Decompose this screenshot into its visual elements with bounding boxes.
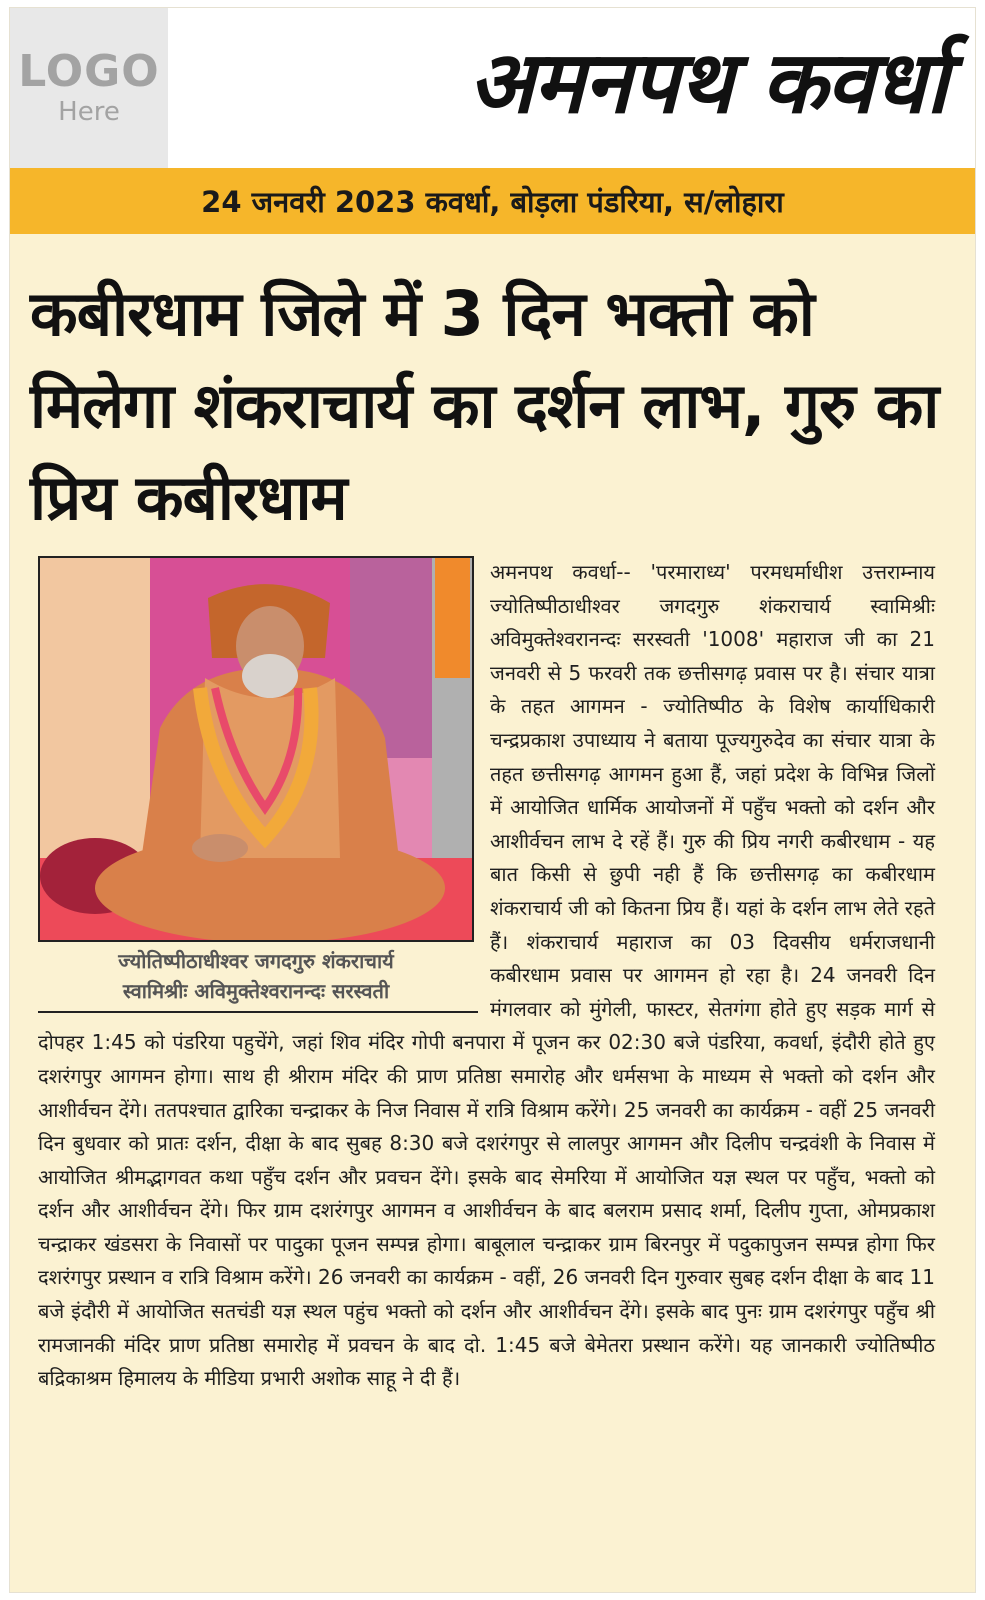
masthead	[10, 8, 975, 168]
orange-cloth	[435, 558, 470, 678]
dateline: 24 जनवरी 2023 कवर्धा, बोड़ला पंडरिया, स/लोहारा	[201, 184, 784, 219]
caption-divider	[38, 1011, 478, 1013]
article-body-text: अमनपथ कवर्धा-- 'परमाराध्य' परमधर्माधीश उत्तराम्नाय ज्योतिष्पीठाधीश्वर जगदगुरु शंकराचार्य स्वामिश्रीः अविमुक्तेश्वरानन्दः सरस्वती '1008' महाराज जी का 21 जनवरी से 5 फरवरी तक छत्तीसगढ़ प्रवास पर है। संचार यात्रा के तहत आगमन - ज्योतिष्पीठ के विशेष कार्याधिकारी चन्द्रप्रकाश उपाध्याय ने बताया पूज्यगुरुदेव का संचार यात्रा के तहत छत्तीसगढ़ आगमन हुआ हैं, जहां प्रदेश के विभिन्न जिलों में आयोजित धार्मिक आयोजनों में पहुँच भक्तो को दर्शन और आशीर्वचन लाभ दे रहें हैं। गुरु की प्रिय नगरी कबीरधाम - यह बात किसी से छुपी नही हैं कि छत्तीसगढ़ का कबीरधाम शंकराचार्य जी को कितना प्रिय हैं। यहां के दर्शन लाभ लेते रहते हैं। शंकराचार्य महाराज का 03 दिवसीय धर्मराजधानी कबीरधाम प्रवास पर आगमन हो रहा है। 24 जनवरी दिन मंगलवार को मुंगेली, फास्टर, सेतगंगा होते हुए सड़क मार्ग से दोपहर 1:45 को पंडरिया पहुचेंगे, जहां शिव मंदिर गोपी बनपारा में पूजन कर 02:30 बजे पंडरिया, कवर्धा, इंदौरी होते हुए दशरंगपुर आगमन होगा। साथ ही श्रीराम मंदिर की प्राण प्रतिष्ठा समारोह और धर्मसभा के माध्यम से भक्तो को दर्शन और आशीर्वचन देंगे। ततपश्चात द्वारिका चन्द्राकर के निज निवास में रात्रि विश्राम करेंगे। 25 जनवरी का कार्यक्रम - वहीं 25 जनवरी दिन बुधवार को प्रातः दर्शन, दीक्षा के बाद सुबह 8:30 बजे दशरंगपुर से लालपुर आगमन और दिलीप चन्द्रवंशी के निवास में आयोजित श्रीमद्भागवत कथा पहुँच दर्शन और प्रवचन देंगे। इसके बाद सेमरिया में आयोजित यज्ञ स्थल पर पहुँच, भक्तो को दर्शन और आशीर्वचन देंगे। फिर ग्राम दशरंगपुर आगमन व आशीर्वचन के बाद बलराम प्रसाद शर्मा, दिलीप गुप्ता, ओमप्रकाश चन्द्राकर खंडसरा के निवासों पर पादुका पूजन सम्पन्न होगा। बाबूलाल चन्द्राकर ग्राम बिरनपुर में पदुकापुजन सम्पन्न होगा फिर दशरंगपुर प्रस्थान व रात्रि विश्राम करेंगे। 26 जनवरी का कार्यक्रम - वहीं, 26 जनवरी दिन गुरुवार सुबह दर्शन दीक्षा के बाद 11 बजे इंदौरी में आयोजित सतचंडी यज्ञ स्थल पहुंच भक्तो को दर्शन और आशीर्वचन देंगे। इसके बाद पुनः ग्राम दशरंगपुर पहुँच श्री रामजानकी मंदिर प्राण प्रतिष्ठा समारोह में प्रवचन के बाद दो. 1:45 बजे बेमेतरा प्रस्थान करेंगे। यह जानकारी ज्योतिष्पीठ बद्रिकाश्रम हिमालय के मीडिया प्रभारी अशोक साहू ने दी हैं।	[38, 560, 935, 1391]
newspaper-page	[9, 7, 976, 1593]
photo-caption	[38, 946, 474, 1006]
newspaper-name: अमनपथ कवर्धा	[468, 33, 947, 133]
dateline-bar	[10, 168, 975, 234]
photo-illustration	[40, 558, 472, 940]
article-headline: कबीरधाम जिले में 3 दिन भक्तो को मिलेगा शंकराचार्य का दर्शन लाभ, गुरु का प्रिय कबीरधाम	[30, 277, 939, 534]
hands	[192, 834, 248, 862]
logo-placeholder	[10, 8, 168, 168]
caption-line-1: ज्योतिष्पीठाधीश्वर जगदगुरु शंकराचार्य	[118, 949, 394, 973]
beard	[242, 654, 298, 698]
logo-subtext: Here	[58, 96, 120, 127]
logo-text: LOGO	[18, 45, 160, 97]
shankaracharya-photo	[38, 556, 474, 942]
caption-line-2: स्वामिश्रीः अविमुक्तेश्वरानन्दः सरस्वती	[122, 979, 390, 1003]
